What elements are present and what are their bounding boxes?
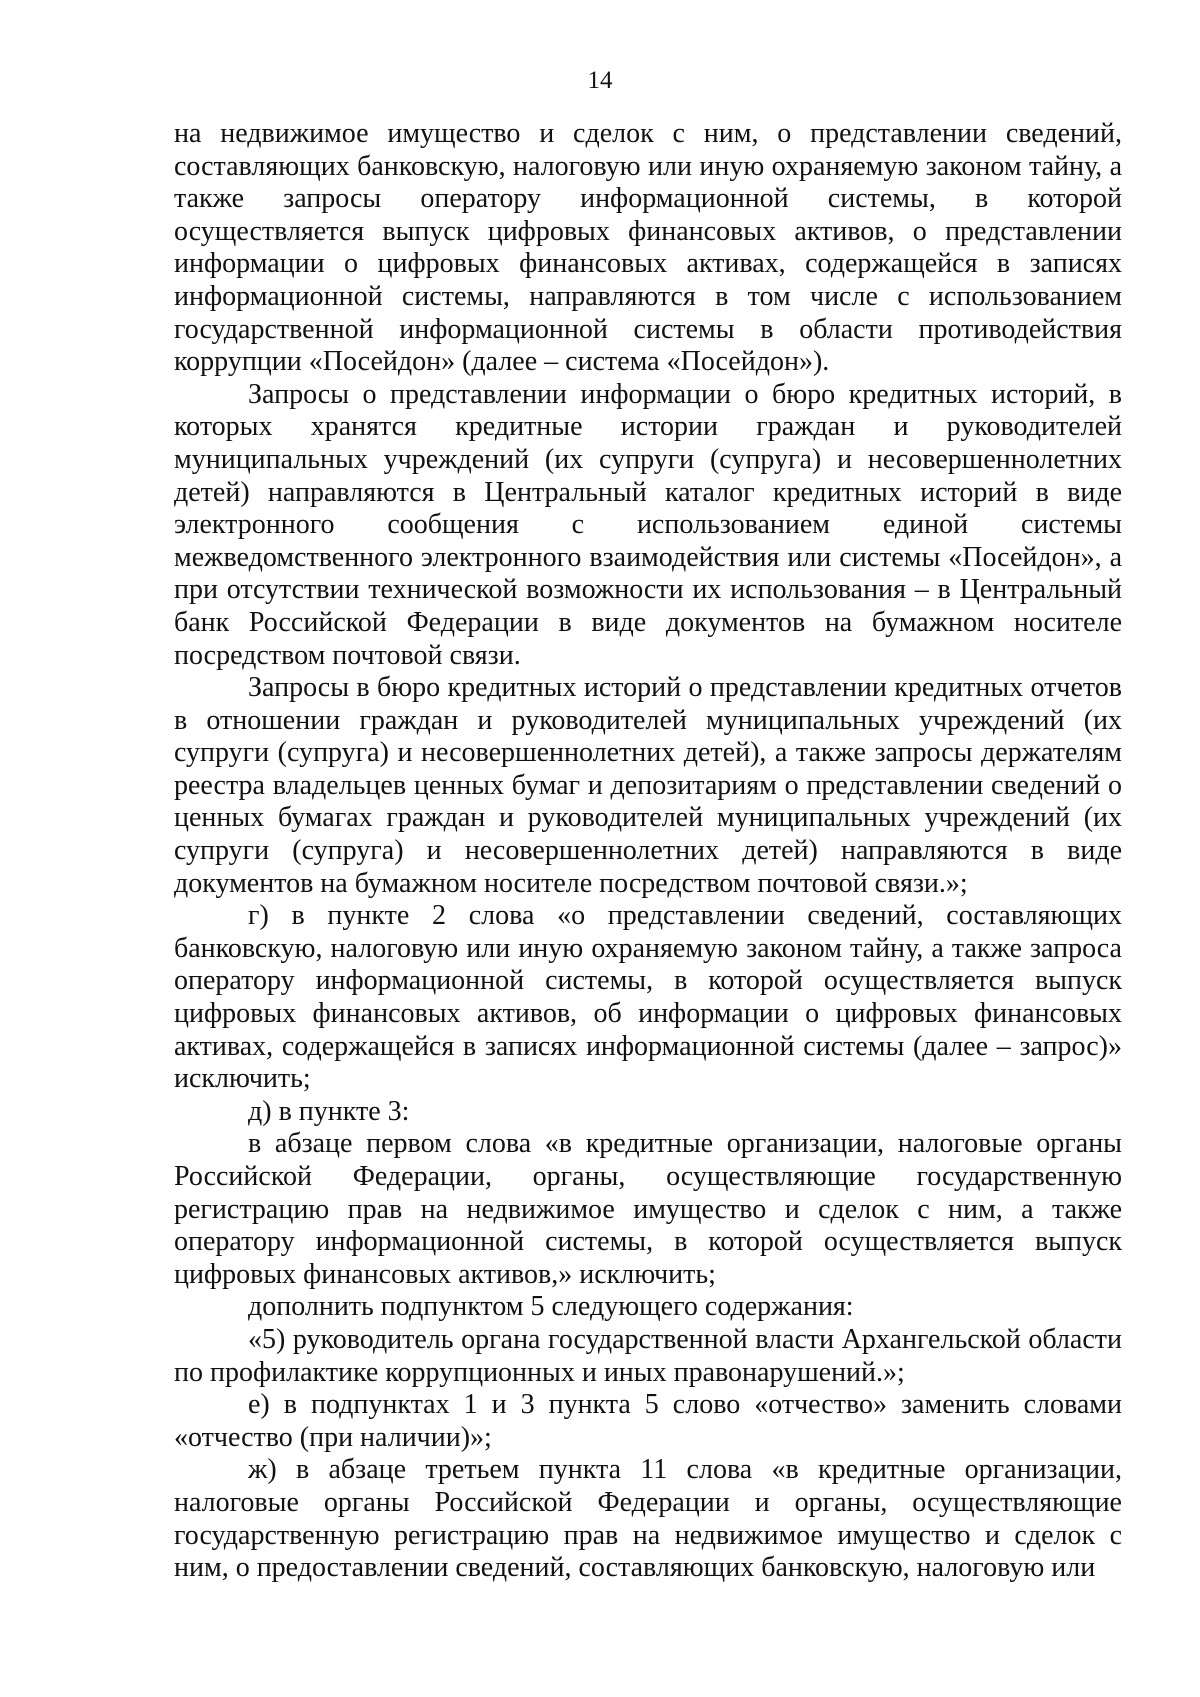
paragraph: Запросы о представлении информации о бюро кредитных историй, в которых хранятся кредитные истории граждан и руководителей муниципальных учреждений (их супруги (супруга) и несовершеннолетних детей) направляются в Центральный каталог кредитных историй в виде электронного сообщения с использованием единой системы межведомственного электронного взаимодействия или системы «Посейдон», а при отсутствии технической возможности их использования – в Центральный банк Российской Федерации в виде документов на бумажном носителе посредством почтовой связи. [174, 378, 1122, 671]
paragraph: г) в пункте 2 слова «о представлении сведений, составляющих банковскую, налоговую или иную охраняемую законом тайну, а также запроса оператору информационной системы, в которой осуществляется выпуск цифровых финансовых активов, об информации о цифровых финансовых активах, содержащейся в записях информационной системы (далее – запрос)» исключить; [174, 900, 1122, 1095]
paragraph: е) в подпунктах 1 и 3 пункта 5 слово «отчество» заменить словами «отчество (при наличии)»; [174, 1389, 1122, 1453]
paragraph: дополнить подпунктом 5 следующего содержания: [248, 1291, 854, 1323]
paragraph: ж) в абзаце третьем пункта 11 слова «в кредитные организации, налоговые органы Российской Федерации и органы, осуществляющие государственную регистрацию прав на недвижимое имущество и сделок с ним, о предоставлении сведений, составляющих банковскую, налоговую или [174, 1454, 1122, 1584]
page-number: 14 [587, 67, 613, 94]
paragraph: Запросы в бюро кредитных историй о представлении кредитных отчетов в отношении граждан и руководителей муниципальных учреждений (их супруги (супруга) и несовершеннолетних детей), а также запросы держателям реестра владельцев ценных бумаг и депозитариям о представлении сведений о ценных бумагах граждан и руководителей муниципальных учреждений (их супруги (супруга) и несовершеннолетних детей) направляются в виде документов на бумажном носителе посредством почтовой связи.»; [174, 672, 1122, 899]
paragraph: «5) руководитель органа государственной власти Архангельской области по профилактике коррупционных и иных правонарушений.»; [174, 1323, 1122, 1388]
document-body [174, 118, 1122, 1585]
paragraph: д) в пункте 3: [248, 1095, 410, 1127]
paragraph: на недвижимое имущество и сделок с ним, о представлении сведений, составляющих банковскую, налоговую или иную охраняемую законом тайну, а также запросы оператору информационной системы, в которой осуществляется выпуск цифровых финансовых активов, о представлении информации о цифровых финансовых активах, содержащейся в записях информационной системы, направляются в том числе с использованием государственной информационной системы в области противодействия коррупции «Посейдон» (далее – система «Посейдон»). [174, 118, 1122, 378]
paragraph: в абзаце первом слова «в кредитные организации, налоговые органы Российской Федерации, органы, осуществляющие государственную регистрацию прав на недвижимое имущество и сделок с ним, а также оператору информационной системы, в которой осуществляется выпуск цифровых финансовых активов,» исключить; [174, 1128, 1122, 1290]
